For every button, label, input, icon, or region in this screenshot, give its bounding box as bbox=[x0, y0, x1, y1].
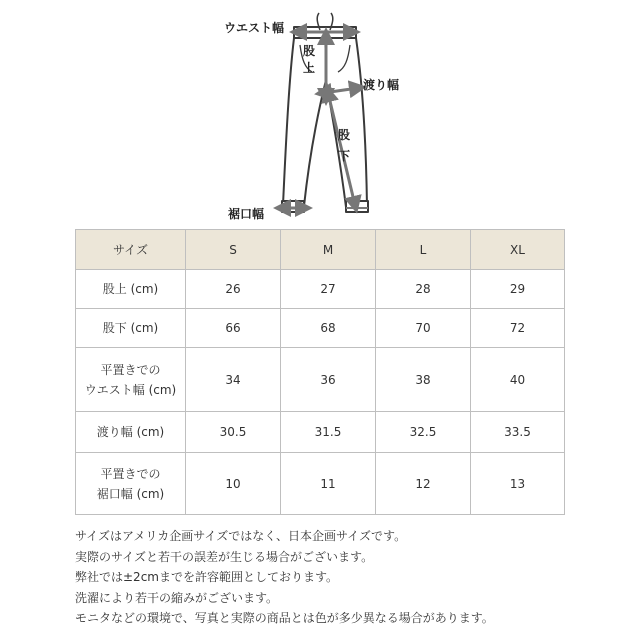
inseam-label-1: 股 bbox=[338, 128, 351, 142]
table-cell: 26 bbox=[186, 270, 281, 309]
row-label-text: 裾口幅 (cm) bbox=[96, 486, 165, 501]
row-label-text: ウエスト幅 (cm) bbox=[84, 382, 177, 397]
pants-measurement-diagram bbox=[0, 0, 640, 225]
table-cell: 11 bbox=[281, 453, 376, 515]
table-cell: 13 bbox=[471, 453, 565, 515]
table-cell: 72 bbox=[471, 309, 565, 348]
table-cell: 30.5 bbox=[186, 412, 281, 453]
rise-label-1: 股 bbox=[303, 44, 316, 58]
row-label-text: 平置きでの bbox=[100, 466, 161, 481]
waist-label: ウエスト幅 bbox=[224, 21, 285, 35]
table-row-waist bbox=[76, 348, 565, 412]
note-line: サイズはアメリカ企画サイズではなく、日本企画サイズです。 bbox=[75, 529, 407, 543]
table-cell: 70 bbox=[376, 309, 471, 348]
table-cell: 66 bbox=[186, 309, 281, 348]
hem-label: 裾口幅 bbox=[228, 207, 265, 221]
table-cell: 31.5 bbox=[281, 412, 376, 453]
table-row-rise bbox=[76, 270, 565, 309]
row-label-waist bbox=[76, 348, 186, 412]
size-notes bbox=[75, 526, 615, 629]
row-label-inseam bbox=[76, 309, 186, 348]
table-row-thigh bbox=[76, 412, 565, 453]
size-header-s: S bbox=[186, 230, 281, 270]
table-cell: 29 bbox=[471, 270, 565, 309]
thigh-label: 渡り幅 bbox=[363, 78, 400, 92]
note-line: 弊社では±2cmまでを許容範囲としております。 bbox=[75, 570, 339, 584]
size-chart-table bbox=[75, 229, 565, 515]
table-cell: 40 bbox=[471, 348, 565, 412]
size-header-row bbox=[76, 230, 565, 270]
table-cell: 28 bbox=[376, 270, 471, 309]
rise-label-2: 上 bbox=[303, 61, 316, 75]
table-cell: 38 bbox=[376, 348, 471, 412]
size-header-corner: サイズ bbox=[76, 230, 186, 270]
row-label-rise bbox=[76, 270, 186, 309]
table-row-hem bbox=[76, 453, 565, 515]
table-cell: 34 bbox=[186, 348, 281, 412]
measurement-arrows bbox=[282, 32, 368, 208]
row-label-text: 股上 (cm) bbox=[102, 282, 159, 296]
note-line: 洗濯により若干の縮みがございます。 bbox=[75, 590, 279, 605]
table-cell: 10 bbox=[186, 453, 281, 515]
row-label-thigh bbox=[76, 412, 186, 453]
row-label-hem bbox=[76, 453, 186, 515]
note-line: 実際のサイズと若干の誤差が生じる場合がございます。 bbox=[75, 549, 374, 564]
table-cell: 36 bbox=[281, 348, 376, 412]
size-header-xl: XL bbox=[471, 230, 565, 270]
note-line: モニタなどの環境で、写真と実際の商品とは色が多少異なる場合があります。 bbox=[75, 611, 494, 625]
table-cell: 33.5 bbox=[471, 412, 565, 453]
row-label-text: 平置きでの bbox=[100, 362, 161, 377]
table-row-inseam bbox=[76, 309, 565, 348]
size-header-m: M bbox=[281, 230, 376, 270]
table-cell: 68 bbox=[281, 309, 376, 348]
size-header-l: L bbox=[376, 230, 471, 270]
row-label-text: 股下 (cm) bbox=[102, 321, 159, 335]
table-cell: 32.5 bbox=[376, 412, 471, 453]
inseam-label-2: 下 bbox=[338, 149, 351, 163]
table-cell: 27 bbox=[281, 270, 376, 309]
table-cell: 12 bbox=[376, 453, 471, 515]
row-label-text: 渡り幅 (cm) bbox=[96, 425, 165, 439]
